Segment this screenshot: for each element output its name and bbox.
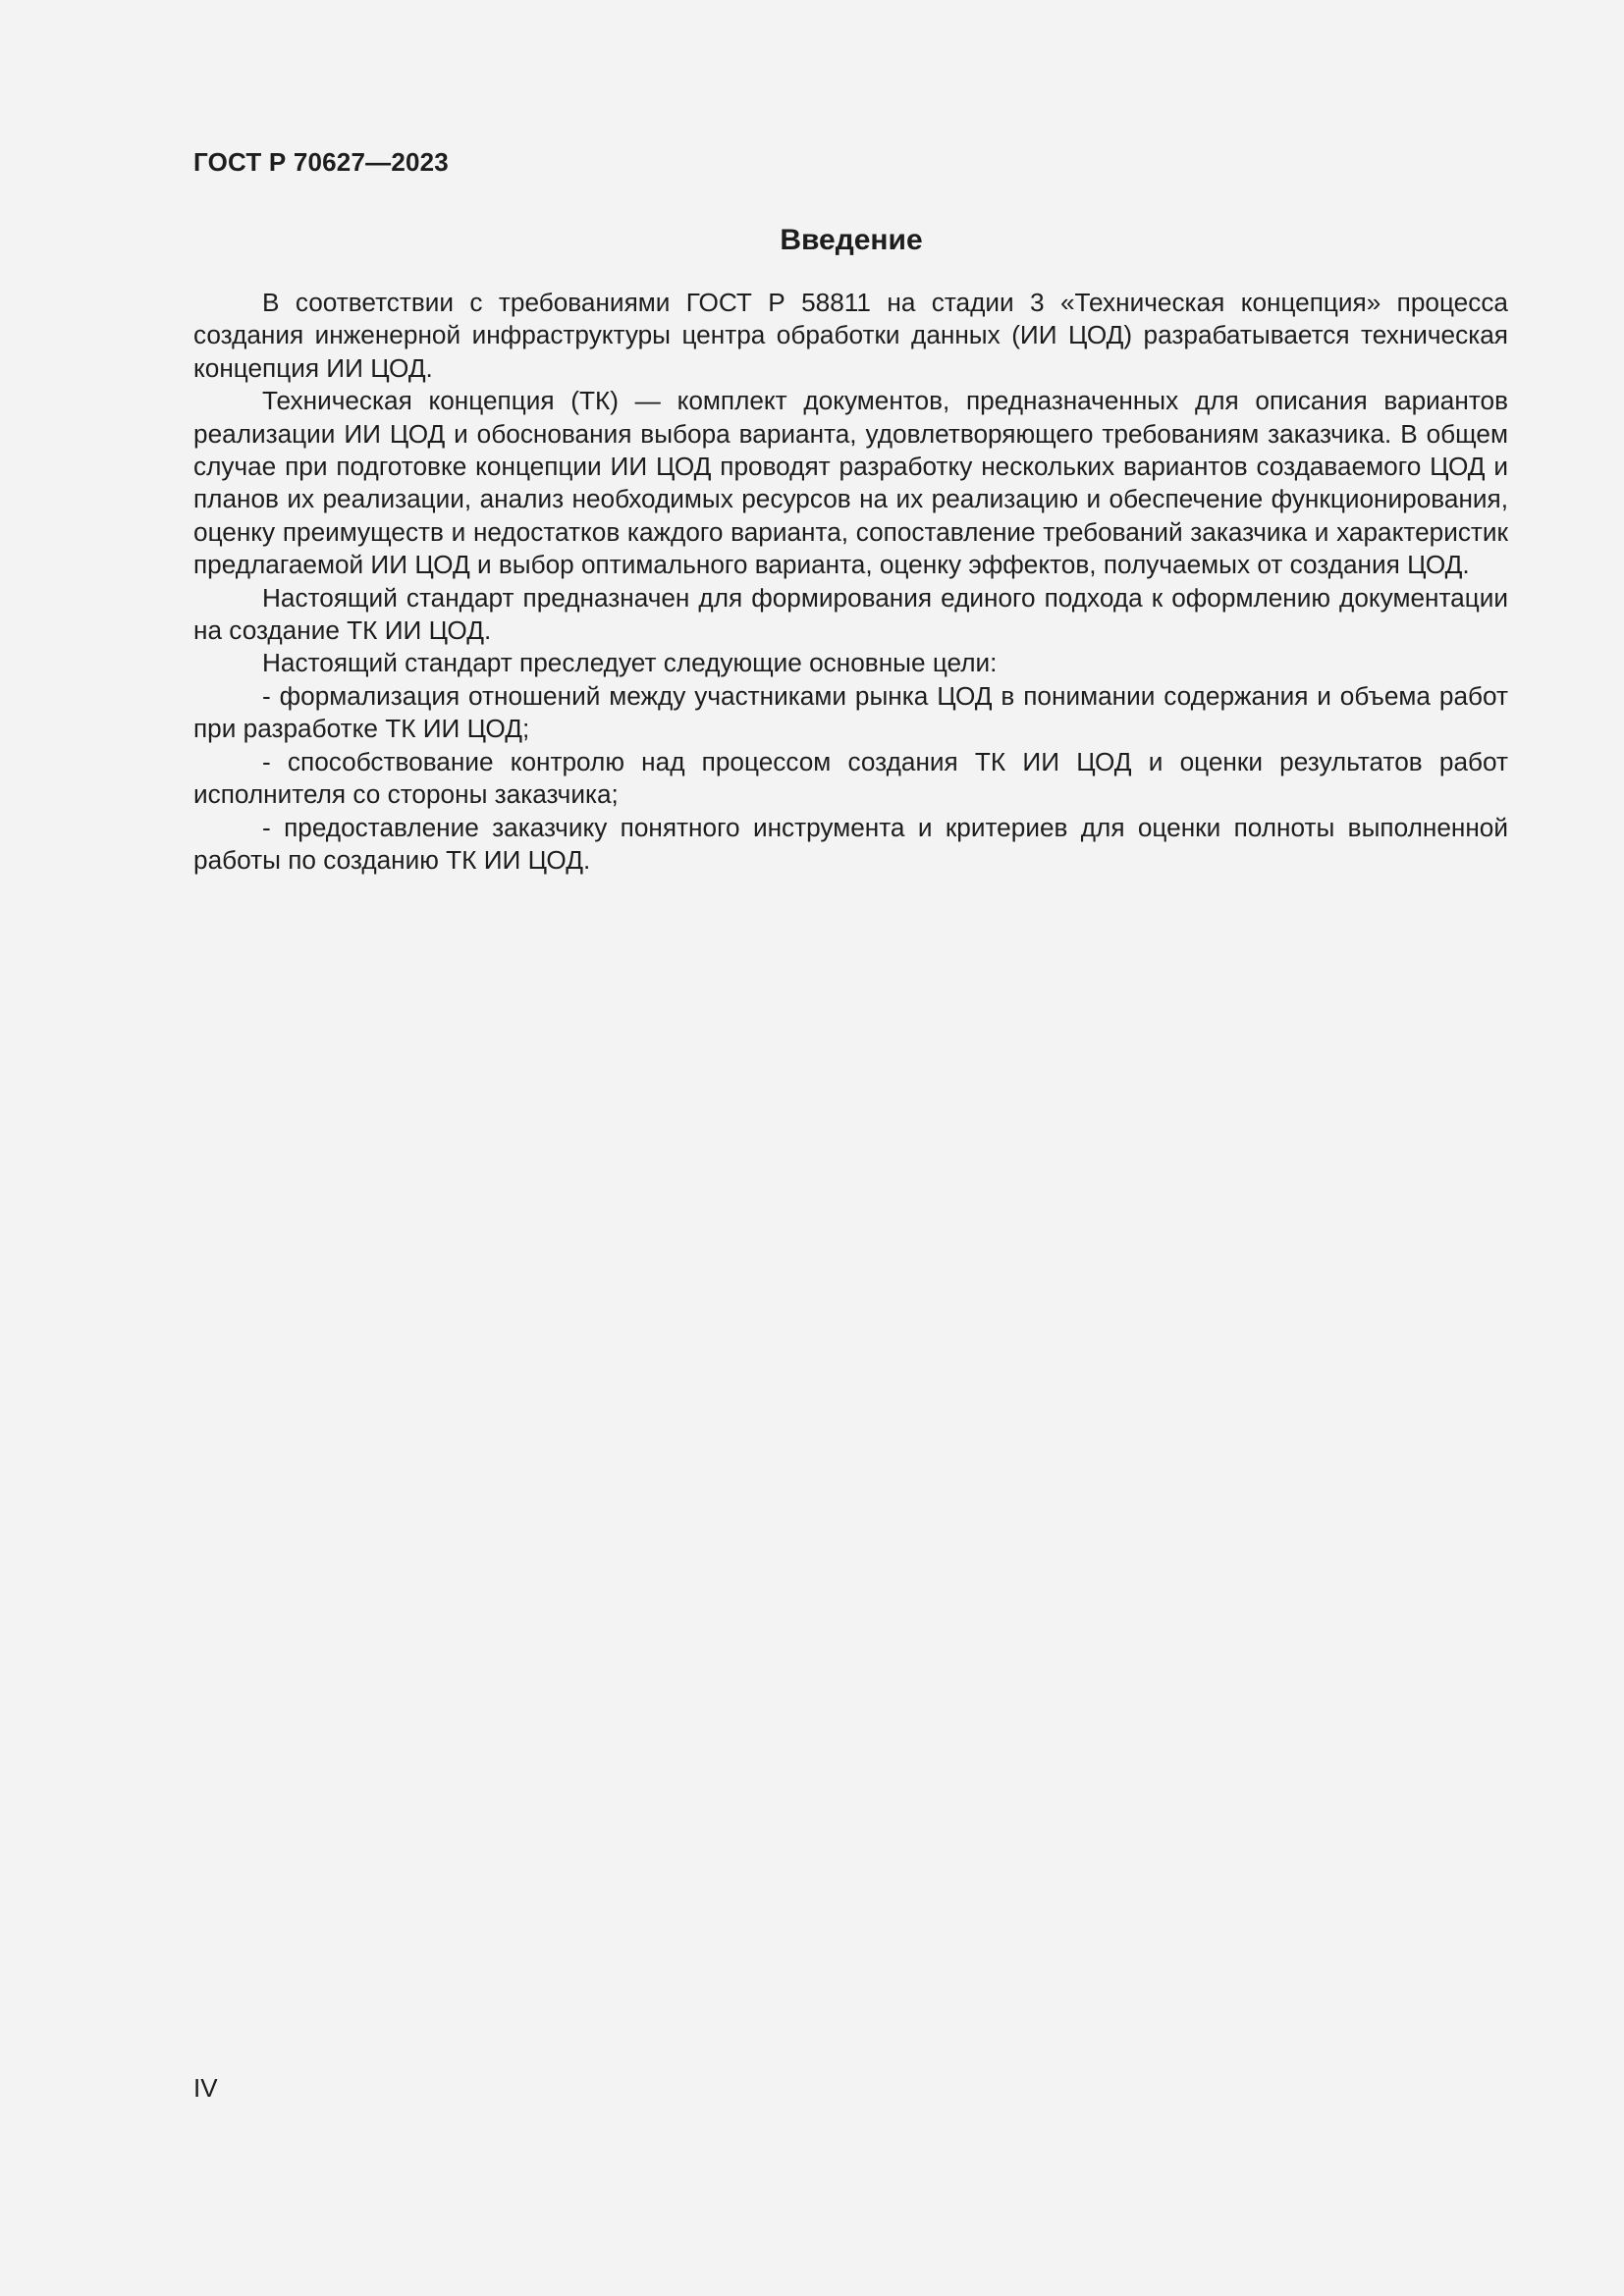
paragraph-goals-intro: Настоящий стандарт преследует следующие основные цели: (262, 648, 998, 678)
document-code: ГОСТ Р 70627—2023 (193, 147, 449, 177)
paragraph-definition: Техническая концепция (ТК) — комплект документов, предназначенных для описания вариантов реализации ИИ ЦОД и обоснования выбора варианта, удовлетворяющего требованиям заказчика. В общем случае при подготовке концепции ИИ ЦОД проводят разработку нескольких вариантов создаваемого ЦОД и планов их реализации, анализ необходимых ресурсов на их реализацию и обеспечение функционирования, оценку преимуществ и недостатков каждого варианта, сопоставление требований заказчика и характеристик предлагаемой ИИ ЦОД и выбор оптимального варианта, оценку эффектов, получаемых от создания ЦОД. (193, 386, 1508, 580)
section-body (193, 287, 1508, 877)
paragraph-purpose: Настоящий стандарт предназначен для формирования единого подхода к оформлению документации на создание ТК ИИ ЦОД. (193, 582, 1508, 646)
list-item-goal: - способствование контролю над процессом создания ТК ИИ ЦОД и оценки результатов работ исполнителя со стороны заказчика; (193, 746, 1508, 810)
list-item-goal: - предоставление заказчику понятного инструмента и критериев для оценки полноты выполненной работы по созданию ТК ИИ ЦОД. (193, 812, 1508, 875)
paragraph-intro: В соответствии с требованиями ГОСТ Р 58811 на стадии 3 «Техническая концепция» процесса создания инженерной инфраструктуры центра обработки данных (ИИ ЦОД) разрабатывается техническая концепция ИИ ЦОД. (193, 288, 1508, 383)
section-title: Введение (780, 224, 923, 256)
list-item-goal: - формализация отношений между участниками рынка ЦОД в понимании содержания и объема работ при разработке ТК ИИ ЦОД; (193, 680, 1508, 744)
page-number: IV (193, 2073, 218, 2103)
